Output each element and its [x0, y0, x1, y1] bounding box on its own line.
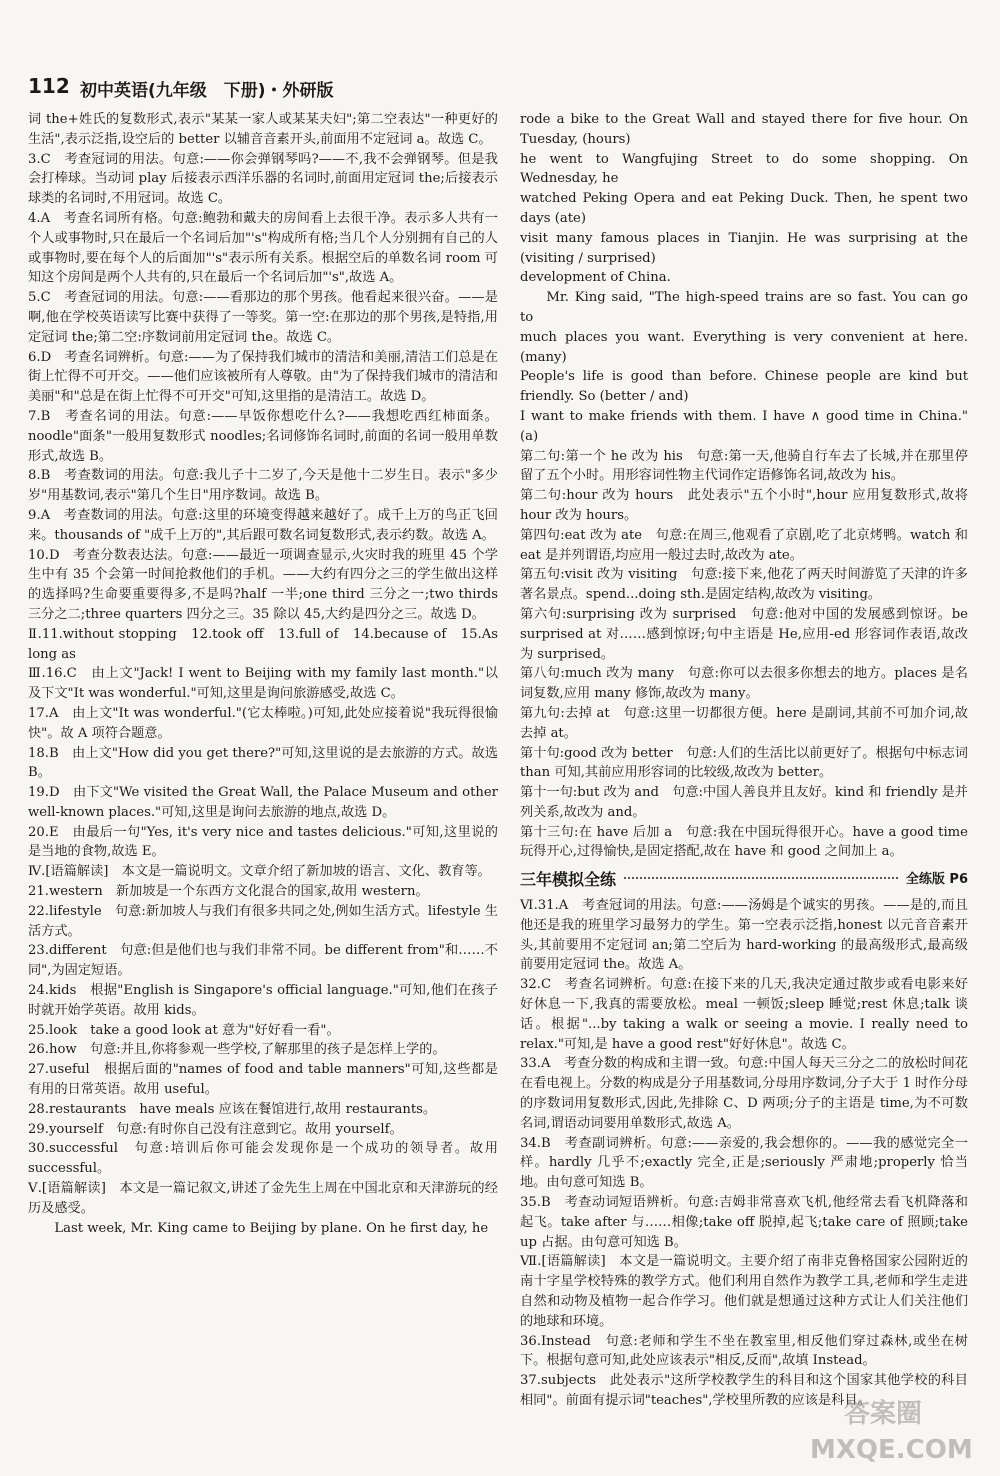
answer-item: 37.subjects 此处表示"这所学校教学生的科目和这个国家其他学校的科目相同"。前面有提示词"teaches",学校里所教的应该是科目。 — [520, 1373, 968, 1408]
answer-item: 35.B 考查动词短语辨析。句意:吉姆非常喜欢飞机,他经常去看飞机降落和起飞。take after 与……相像;take off 脱掉,起飞;take care of 照顾;take up 占据。由句意可知选 B。 — [520, 1195, 968, 1250]
correction-note: 第十三句:在 have 后加 a 句意:我在中国玩得很开心。have a good time 玩得开心,过得愉快,是固定搭配,故在 have 和 good 之间加上 a。 — [520, 824, 968, 860]
answer-item: 17.A 由上文"It was wonderful."(它太棒啦。)可知,此处应接着说"我玩得很愉快"。故 A 项符合题意。 — [28, 705, 498, 741]
answer-item: Ⅶ.[语篇解读] 本文是一篇说明文。主要介绍了南非克鲁格国家公园附近的南十字星学校特殊的教学方式。他们利用自然作为教学工具,老师和学生走进自然和动物及植物一起合作学习。他们就是想通过这种方式让人们关注他们的地球和环境。 — [520, 1254, 968, 1329]
answer-item: 9.A 考查数词的用法。句意:这里的环境变得越来越好了。成千上万的鸟正飞回来。thousands of "成千上万的",其后跟可数名词复数形式,表示约数。故选 A。 — [28, 507, 498, 543]
correction-note: 第六句:surprising 改为 surprised 句意:他对中国的发展感到惊讶。be surprised at 对……感到惊讶;句中主语是 He,应用-ed 形容词作表语,故改为 surprised。 — [520, 606, 968, 662]
answer-item: 24.kids 根据"English is Singapore's official language."可知,他们在孩子时就开始学英语。故用 kids。 — [28, 983, 498, 1018]
answer-item: 21.western 新加坡是一个东西方文化混合的国家,故用 western。 — [28, 884, 429, 900]
correction-note: 第十一句:but 改为 and 句意:中国人善良并且友好。kind 和 friendly 是并列关系,故改为 and。 — [520, 785, 968, 820]
page-number: 112 — [28, 74, 70, 98]
answer-item: 23.different 句意:但是他们也与我们非常不同。be different from"和……不同",为固定短语。 — [28, 943, 498, 979]
answer-item: 10.D 考查分数表达法。句意:——最近一项调查显示,火灾时我的班里 45 个学生中有 35 个会第一时间抢救他们的手机。——大约有四分之三的学生做出这样的选择吗?生命要重要得多,不是吗?half 一半;one third 三分之一;two thirds 三分之二;three quarters 四分之三。35 除以 45,大约是四分之三。故选 D。 — [28, 547, 498, 622]
correction-note: 第十句:good 改为 better 句意:人们的生活比以前更好了。根据句中标志词 than 可知,其前应用形容词的比较级,故改为 better。 — [520, 745, 968, 781]
correction-note: 第九句:去掉 at 句意:这里一切都很方便。here 是副词,其前不可加介词,故去掉 at。 — [520, 705, 968, 741]
correction-note: 第八句:much 改为 many 句意:你可以去很多你想去的地方。places 是名词复数,应用 many 修饰,故改为 many。 — [520, 666, 968, 702]
answer-item: Ⅱ.11.without stopping 12.took off 13.full of 14.because of 15.As long as — [28, 626, 498, 662]
right-column — [520, 110, 968, 1411]
answer-item: 7.B 考查名词的用法。句意:——早饭你想吃什么?——我想吃西红柿面条。noodle"面条"一般用复数形式 noodles;名词修饰名词时,前面的名词一般用单数形式,故选 B。 — [28, 408, 498, 464]
answer-item: 25.look take a good look at 意为"好好看一看"。 — [28, 1022, 340, 1038]
passage-line: visit many famous places in Tianjin. He was surprising at the (visiting / surprised) — [520, 230, 968, 266]
correction-note: 第五句:visit 改为 visiting 句意:接下来,他花了两天时间游览了天津的许多著名景点。spend...doing sth.是固定结构,故改为 visiting。 — [520, 567, 968, 603]
answer-item: 30.successful 句意:培训后你可能会发现你是一个成功的领导者。故用 successful。 — [28, 1141, 498, 1177]
answer-item: 18.B 由上文"How did you get there?"可知,这里说的是去旅游的方式。故选 B。 — [28, 745, 498, 781]
answer-item: 26.how 句意:并且,你将参观一些学校,了解那里的孩子是怎样上学的。 — [28, 1042, 446, 1058]
passage-line: People's life is good than before. Chinese people are kind but friendly. So (better / and) — [520, 369, 968, 405]
correction-note: 第二句:hour 改为 hours 此处表示"五个小时",hour 应用复数形式,故将 hour 改为 hours。 — [520, 488, 968, 523]
watermark-line2: MXQE.COM — [810, 1435, 973, 1465]
passage-line: Mr. King said, "The high-speed trains are so fast. You can go to — [520, 290, 968, 325]
answer-item: 22.lifestyle 句意:新加坡人与我们有很多共同之处,例如生活方式。lifestyle 生活方式。 — [28, 903, 498, 939]
correction-note: 第二句:第一个 he 改为 his 句意:第一天,他骑自行车去了长城,并在那里停留了五个小时。用形容词性物主代词作定语修饰名词,故改为 his。 — [520, 448, 968, 484]
section-tag: 全练版 P6 — [905, 872, 968, 888]
left-column — [28, 110, 498, 1238]
passage-line: he went to Wangfujing Street to do some shopping. On Wednesday, he — [520, 151, 968, 187]
answer-item: 4.A 考查名词所有格。句意:鲍勃和戴夫的房间看上去很干净。表示多人共有一个人或事物时,只在最后一个名词后加"'s"构成所有格;当几个人分别拥有自己的人或事物时,要在每个人的后面加"'s"表示所有关系。根据空后的单数名词 room 可知这个房间是两个人共有的,只在最后一个名词后加"'s",故选 A。 — [28, 210, 498, 286]
correction-note: 第四句:eat 改为 ate 句意:在周三,他观看了京剧,吃了北京烤鸭。watch 和 eat 是并列谓语,均应用一般过去时,故改为 ate。 — [520, 527, 968, 563]
page-header — [28, 74, 978, 102]
answer-item: 27.useful 根据后面的"names of food and table manners"可知,这些都是有用的日常英语。故用 useful。 — [28, 1062, 498, 1098]
answer-item: Ⅵ.31.A 考查冠词的用法。句意:——汤姆是个诚实的男孩。——是的,而且他还是我的班里学习最努力的学生。第一空表示泛指,honest 以元音音素开头,其前要用不定冠词 an;第二空后为 hard-working 的最高级形式,最高级前要用定冠词 the。故选 A。 — [520, 898, 968, 973]
watermark-line1: 答案圈 — [844, 1399, 923, 1429]
answer-item: 29.yourself 句意:有时你自己没有注意到它。故用 yourself。 — [28, 1121, 403, 1137]
answer-item: 36.Instead 句意:老师和学生不坐在教室里,相反他们穿过森林,或坐在树下。根据句意可知,此处应该表示"相反,反而",故填 Instead。 — [520, 1333, 968, 1369]
answer-item: 34.B 考查副词辨析。句意:——亲爱的,我会想你的。——我的感觉完全一样。hardly 几乎不;exactly 完全,正是;seriously 严肃地;properly 恰当地。由句意可知选 B。 — [520, 1135, 968, 1191]
watermark-logo — [804, 1388, 994, 1468]
answer-item: 5.C 考查冠词的用法。句意:——看那边的那个男孩。他看起来很兴奋。——是啊,他在学校英语读写比赛中获得了一等奖。第一空:在那边的那个男孩,是特指,用定冠词 the;第二空:序数词前用定冠词 the。故选 C。 — [28, 290, 498, 345]
answer-item: 20.E 由最后一句"Yes, it's very nice and tastes delicious."可知,这里说的是当地的食物,故选 E。 — [28, 824, 498, 860]
answer-item: Ⅳ.[语篇解读] 本文是一篇说明文。文章介绍了新加坡的语言、文化、教育等。 — [28, 864, 491, 880]
passage-line: much places you want. Everything is very convenient at here. (many) — [520, 329, 968, 365]
dotted-divider — [624, 877, 898, 879]
answer-item: 8.B 考查数词的用法。句意:我儿子十二岁了,今天是他十二岁生日。表示"多少岁"用基数词,表示"第几个生日"用序数词。故选 B。 — [28, 468, 498, 504]
book-title: 初中英语(九年级 下册)・外研版 — [80, 81, 334, 101]
answer-item: Ⅲ.16.C 由上文"Jack! I went to Beijing with my family last month."以及下文"It was wonderful."可知,这里是询问旅游感受,故选 C。 — [28, 666, 498, 702]
answer-item: 19.D 由下文"We visited the Great Wall, the Palace Museum and other well-known places."可知,这里是询问去旅游的地点,故选 D。 — [28, 785, 498, 820]
answer-item: 32.C 考查名词辨析。句意:在接下来的几天,我决定通过散步或看电影来好好休息一下,我真的需要放松。meal 一顿饭;sleep 睡觉;rest 休息;talk 谈话。根据"...by taking a walk or seeing a movie. I really need to relax."可知,是 have a good rest"好好休息"。故选 C。 — [520, 977, 968, 1052]
answer-item: 33.A 考查分数的构成和主谓一致。句意:中国人每天三分之二的放松时间花在看电视上。分数的构成是分子用基数词,分母用序数词,分子大于 1 时作分母的序数词用复数形式,因此,先排除 C、D 两项;分子的主语是 time,为不可数名词,谓语动词要用单数形式,故选 A。 — [520, 1056, 968, 1131]
passage-line: development of China. — [520, 270, 671, 286]
passage-line: rode a bike to the Great Wall and stayed there for five hour. On Tuesday, (hours) — [520, 112, 968, 147]
passage-line: I want to make friends with them. I have ∧ good time in China." (a) — [520, 408, 968, 444]
answer-item: 28.restaurants have meals 应该在餐馆进行,故用 restaurants。 — [28, 1101, 437, 1117]
section-heading — [520, 870, 968, 890]
answer-item: 6.D 考查名词辨析。句意:——为了保持我们城市的清洁和美丽,清洁工们总是在街上忙得不可开交。——他们应该被所有人尊敬。由"为了保持我们城市的清洁和美丽"和"总是在街上忙得不可开交"可知,这里指的是清洁工。故选 D。 — [28, 349, 498, 405]
section-title: 三年模拟全练 — [520, 870, 617, 890]
answer-item: 词 the+姓氏的复数形式,表示"某某一家人或某某夫妇";第二空表达"一种更好的生活",表示泛指,设空后的 better 以辅音音素开头,前面用不定冠词 a。故选 C。 — [28, 112, 498, 147]
passage-line: Last week, Mr. King came to Beijing by plane. On he first day, he — [54, 1220, 489, 1236]
answer-item: Ⅴ.[语篇解读] 本文是一篇记叙文,讲述了金先生上周在中国北京和天津游玩的经历及感受。 — [28, 1181, 498, 1216]
answer-item: 3.C 考查冠词的用法。句意:——你会弹钢琴吗?——不,我不会弹钢琴。但是我会打棒球。当动词 play 后接表示西洋乐器的名词时,前面用定冠词 the;后接表示球类的名词时,不用冠词。故选 C。 — [28, 151, 498, 207]
passage-line: watched Peking Opera and eat Peking Duck. Then, he spent two days (ate) — [520, 191, 968, 226]
